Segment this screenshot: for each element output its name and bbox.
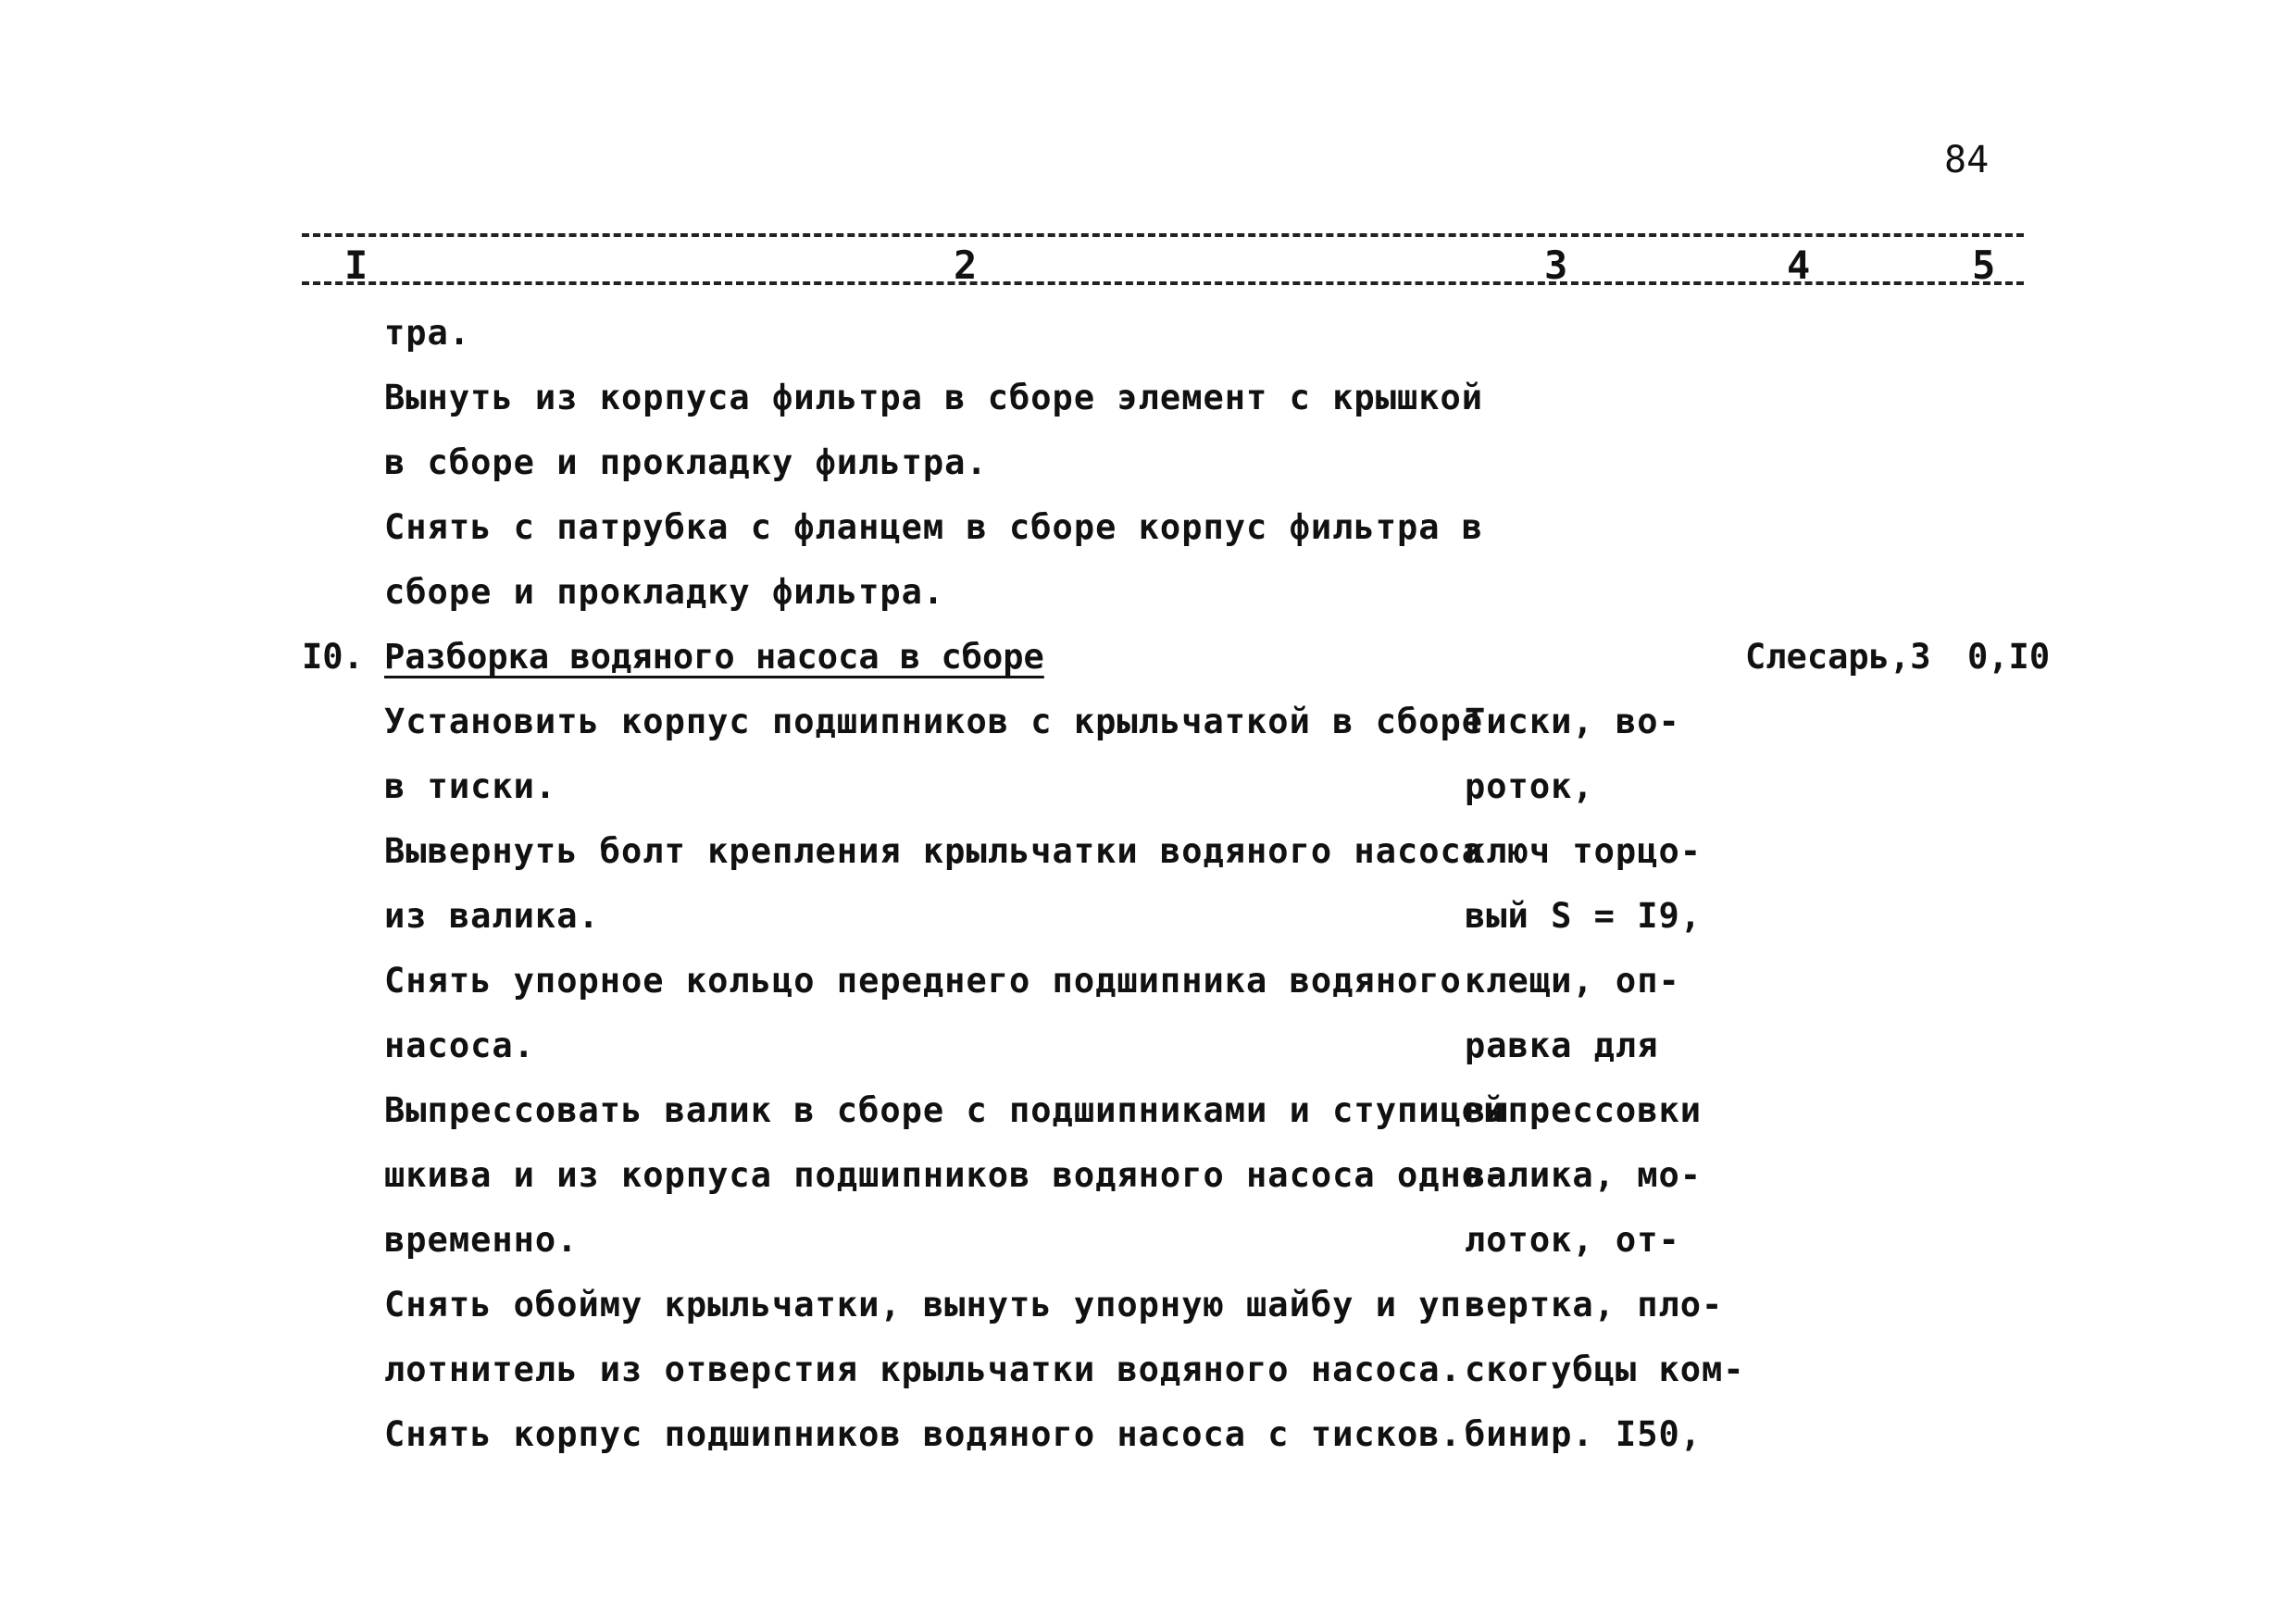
tool-line: бинир. I50,: [1465, 1414, 1703, 1454]
tool-line: лоток, от-: [1465, 1220, 1680, 1260]
operation-number: I0.: [302, 637, 364, 677]
column-header-2: 2: [954, 243, 978, 288]
operation-step: из валика.: [384, 896, 600, 936]
operation-step: шкива и из корпуса подшипников водяного насоса одно-: [384, 1155, 1505, 1195]
operation-step: насоса.: [384, 1026, 535, 1065]
operation-step: Вывернуть болт крепления крыльчатки водяного насоса: [384, 831, 1484, 871]
table-header-rule: [302, 281, 2024, 285]
column-header-3: 3: [1544, 243, 1568, 288]
continuation-line: тра.: [384, 313, 471, 353]
tool-line: скогубцы ком-: [1465, 1350, 1745, 1389]
operation-time: 0,I0: [1967, 637, 2051, 677]
operation-step: Снять корпус подшипников водяного насоса с тисков.: [384, 1414, 1462, 1454]
continuation-line: Снять с патрубка с фланцем в сборе корпус фильтра в: [384, 507, 1484, 547]
tool-line: валика, мо-: [1465, 1155, 1703, 1195]
tool-line: равка для: [1465, 1026, 1659, 1065]
tool-line: роток,: [1465, 766, 1594, 806]
continuation-line: сборе и прокладку фильтра.: [384, 572, 945, 612]
page-number: 84: [1944, 139, 1990, 181]
operation-worker: Слесарь,3: [1745, 637, 1931, 677]
operation-step: Снять упорное кольцо переднего подшипника водяного: [384, 961, 1462, 1001]
tool-line: выпрессовки: [1465, 1090, 1703, 1130]
operation-step: Выпрессовать валик в сборе с подшипниками и ступицей: [384, 1090, 1505, 1130]
tool-line: вертка, пло-: [1465, 1285, 1724, 1325]
table-top-rule: [302, 233, 2024, 237]
operation-step: лотнитель из отверстия крыльчатки водяного насоса.: [384, 1350, 1462, 1389]
tool-line: клещи, оп-: [1465, 961, 1680, 1001]
column-header-1: I: [344, 243, 368, 288]
operation-step: в тиски.: [384, 766, 557, 806]
tool-line: Тиски, во-: [1465, 702, 1680, 741]
column-header-5: 5: [1972, 243, 1996, 288]
operation-step: Снять обойму крыльчатки, вынуть упорную шайбу и уп-: [384, 1285, 1484, 1325]
tool-line: вый S = I9,: [1465, 896, 1703, 936]
operation-step: Установить корпус подшипников с крыльчаткой в сборе: [384, 702, 1484, 741]
column-header-4: 4: [1787, 243, 1811, 288]
tool-line: ключ торцо-: [1465, 831, 1703, 871]
continuation-line: Вынуть из корпуса фильтра в сборе элемент с крышкой: [384, 378, 1484, 417]
continuation-line: в сборе и прокладку фильтра.: [384, 442, 988, 482]
operation-step: временно.: [384, 1220, 579, 1260]
operation-title: Разборка водяного насоса в сборе: [384, 637, 1044, 677]
